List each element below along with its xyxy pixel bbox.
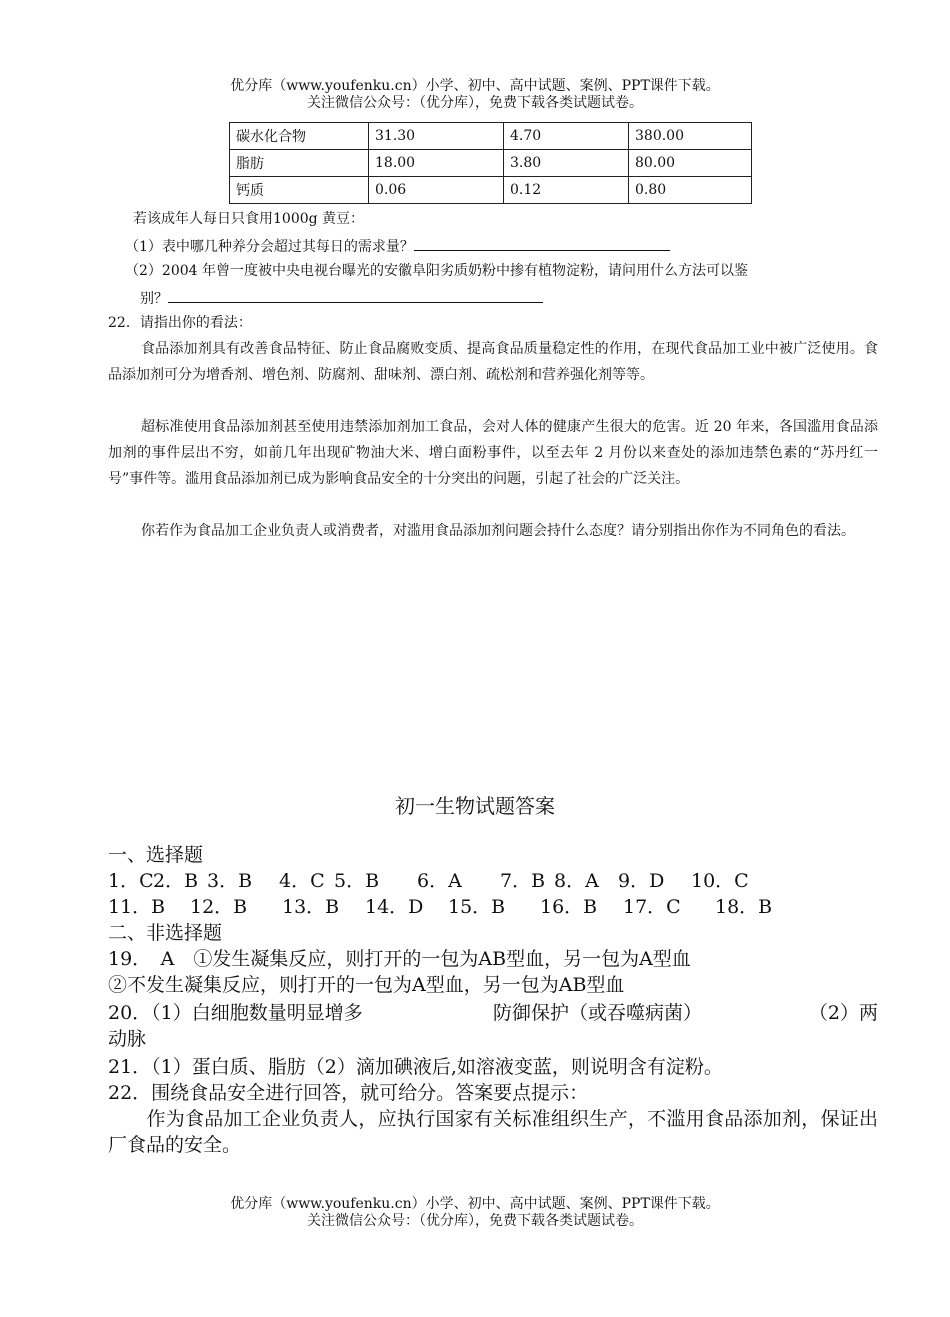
answer-blank[interactable]	[414, 236, 670, 251]
q21-part2-text: 别？	[140, 291, 168, 307]
table-cell: 80.00	[629, 150, 752, 177]
table-cell: 0.06	[369, 177, 504, 204]
answer-item: 17．C	[623, 896, 681, 918]
answer-21: 21．（1）蛋白质、脂肪（2）滴加碘液后,如溶液变蓝，则说明含有淀粉。	[108, 1056, 723, 1078]
answer-item: 3．B	[207, 870, 253, 892]
table-row	[230, 150, 752, 177]
choice-answers-row-2	[108, 894, 772, 920]
footer-line-2: 关注微信公众号：（优分库），免费下载各类试题试卷。	[307, 1213, 643, 1229]
table-cell: 380.00	[629, 123, 752, 150]
answer-item: 12．B	[190, 896, 248, 918]
answer-item: 5．B	[334, 870, 380, 892]
table-cell: 31.30	[369, 123, 504, 150]
answer-item: 2．B	[153, 870, 199, 892]
table-cell: 钙质	[230, 177, 369, 204]
answer-22-paragraph: 作为食品加工企业负责人，应执行国家有关标准组织生产，不滥用食品添加剂，保证出厂食品的安全。	[108, 1108, 878, 1156]
answer-20-line-1	[108, 1000, 878, 1026]
answer-20-line-2: 动脉	[108, 1028, 147, 1050]
table-cell: 3.80	[504, 150, 629, 177]
q21-part2-cont	[140, 288, 543, 308]
answer-item: 4．C	[279, 870, 325, 892]
table-row	[230, 123, 752, 150]
table-cell: 18.00	[369, 150, 504, 177]
answer-20-part2: 防御保护（或吞噬病菌）	[493, 1002, 703, 1024]
choice-answers-row-1	[108, 868, 749, 894]
page-footer	[0, 1196, 950, 1230]
answer-item: 15．B	[448, 896, 506, 918]
q22-paragraph-3: 你若作为食品加工企业负责人或消费者，对滥用食品添加剂问题会持什么态度？请分别指出你作为不同角色的看法。	[141, 523, 855, 539]
answer-item: 18．B	[715, 896, 773, 918]
q22-paragraph-2: 超标准使用食品添加剂甚至使用违禁添加剂加工食品，会对人体的健康产生很大的危害。近 20 年来，各国滥用食品添加剂的事件层出不穷，如前几年出现矿物油大米、增白面粉事件，以至去年 2 月份以来查处的添加违禁色素的“苏丹红一号”事件等。滥用食品添加剂已成为影响食品安全的十分突出的问题，引起了社会的广泛关注。	[108, 419, 878, 487]
answers-title: 初一生物试题答案	[395, 794, 555, 818]
table-cell: 4.70	[504, 123, 629, 150]
header-line-1: 优分库（www.youfenku.cn）小学、初中、高中试题、案例、PPT课件下载。	[230, 78, 720, 94]
answer-22-line-1: 22．围绕食品安全进行回答，就可给分。答案要点提示：	[108, 1082, 589, 1104]
table-cell: 0.12	[504, 177, 629, 204]
section-choice-heading: 一、选择题	[108, 844, 204, 866]
answer-item: 11．B	[108, 896, 166, 918]
answer-item: 16．B	[540, 896, 598, 918]
footer-line-1: 优分库（www.youfenku.cn）小学、初中、高中试题、案例、PPT课件下载。	[230, 1196, 720, 1212]
answer-item: 14．D	[365, 896, 424, 918]
answer-item: 6．A	[417, 870, 462, 892]
q22-paragraph-1: 食品添加剂具有改善食品特征、防止食品腐败变质、提高食品质量稳定性的作用，在现代食品加工业中被广泛使用。食品添加剂可分为增香剂、增色剂、防腐剂、甜味剂、漂白剂、疏松剂和营养强化剂等等。	[108, 341, 878, 383]
q21-part1	[125, 236, 670, 256]
q21-intro: 若该成年人每日只食用1000g 黄豆：	[133, 211, 365, 227]
table-cell: 碳水化合物	[230, 123, 369, 150]
answer-item: 8．A	[554, 870, 599, 892]
q21-part1-text: （1）表中哪几种养分会超过其每日的需求量？	[125, 239, 414, 255]
answer-20-part3: （2）两	[808, 1002, 878, 1024]
page-header	[0, 78, 950, 112]
answer-blank[interactable]	[168, 288, 543, 303]
answer-19-line-1: 19． A ①发生凝集反应，则打开的一包为AB型血，另一包为A型血	[108, 948, 691, 970]
q22-title: 22．请指出你的看法：	[108, 315, 252, 331]
table-cell: 0.80	[629, 177, 752, 204]
answer-item: 13．B	[282, 896, 340, 918]
answer-item: 1．C	[108, 870, 154, 892]
answer-20-part1: 20．（1）白细胞数量明显增多	[108, 1002, 363, 1024]
nutrient-table	[229, 122, 752, 204]
table-cell: 脂肪	[230, 150, 369, 177]
table-row	[230, 177, 752, 204]
answer-item: 10．C	[691, 870, 749, 892]
answer-item: 9．D	[618, 870, 665, 892]
answer-item: 7．B	[500, 870, 546, 892]
section-nonchoice-heading: 二、非选择题	[108, 922, 223, 944]
answer-19-line-2: ②不发生凝集反应，则打开的一包为A型血，另一包为AB型血	[108, 974, 625, 996]
q21-part2: （2）2004 年曾一度被中央电视台曝光的安徽阜阳劣质奶粉中掺有植物淀粉，请问用什么方法可以鉴	[125, 263, 748, 279]
header-line-2: 关注微信公众号：（优分库），免费下载各类试题试卷。	[307, 95, 643, 111]
